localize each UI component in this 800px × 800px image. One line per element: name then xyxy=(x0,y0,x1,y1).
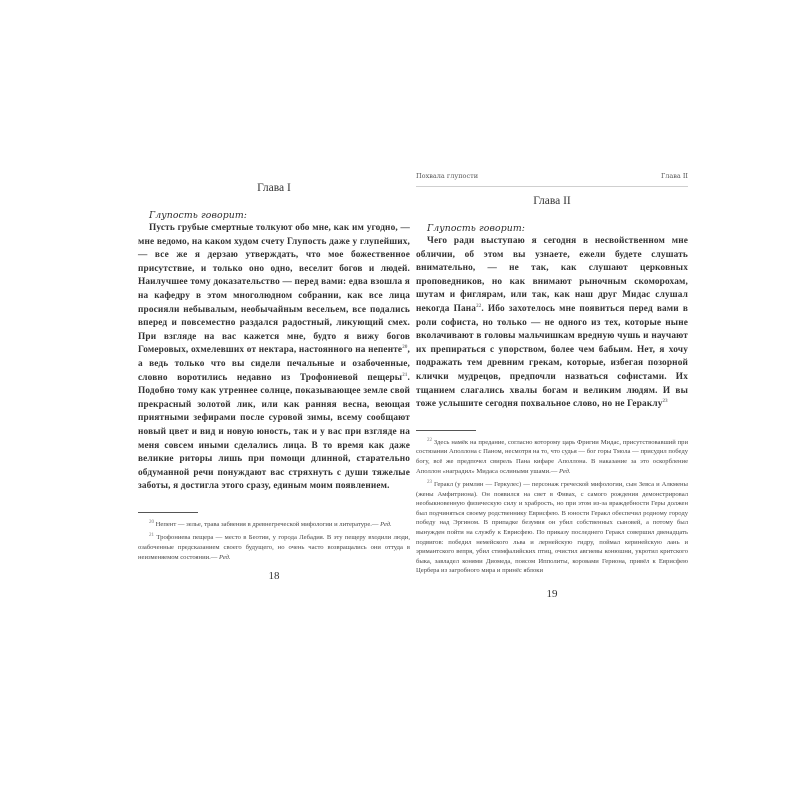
footnote-text: Трофониева пещера — место в Беотии, у города Лебадия. В эту пещеру входили люди, озабоченные предсказанием своего будущего, но очень часто возвращались они оттуда в неизменяемом состоянии.— xyxy=(138,534,410,561)
footnote-ref[interactable]: 23 xyxy=(662,399,668,405)
footnote-editor: Ред. xyxy=(559,467,571,475)
text-segment: . Подобно тому как утреннее солнце, показывающее земле свой прекрасный золотой лик, или как ранняя весна, веющая приятными зефирами после суровой зимы, всему сообщают новый цвет и вид и новую юность, так и у вас при взгляде на меня совсем иными сделались лица. В то время как даже великие риторы лишь при помощи длинной, старательно обдуманной речи понуждают вас стряхнуть с души тяжелые заботы, я достигла этого сразу, единым моим появлением. xyxy=(138,372,410,492)
running-head-chapter: Глава II xyxy=(660,172,688,180)
page-number: 18 xyxy=(268,570,280,583)
speaker-line: Глупость говорит: xyxy=(149,210,247,221)
footnote-ref[interactable]: 20 xyxy=(402,345,408,351)
chapter-title: Глава I xyxy=(257,182,291,194)
footnote-text: Непент — зелье, трава забвения в древнегреческой мифологии и литературе.— xyxy=(155,520,381,528)
footnote-text: Здесь намёк на предание, согласно которому царь Фригии Мидас, присутствовавший при состязании Аполлона с Паном, несмотря на то, что судья — бог горы Тмола — присудил победу богу, всё же предпочел свирель Пана кифаре Аполлона. В наказание за это оскорбление Аполлон «наградил» Мидаса ослиными ушами.— xyxy=(416,438,688,475)
right-page xyxy=(416,160,688,600)
running-head xyxy=(416,172,688,187)
text-segment: . Ибо захотелось мне появиться перед вами в роли софиста, но только — не одного из тех, которые ныне вколачивают в головы мальчишкам вредную чушь и научают их препираться с упорством, более чем бабьим. Нет, я хочу подражать тем древним грекам, которые, избегая позорной клички мудрецов, предпочли назваться софистами. Их тщанием слагались хвалы богам и великим людям. И вы тоже услышите сегодня похвальное слово, но не Гераклу xyxy=(416,303,689,410)
footnote xyxy=(138,520,410,530)
body-paragraph xyxy=(416,235,688,412)
footnote-editor: Ред. xyxy=(219,553,231,561)
body-paragraph xyxy=(138,222,410,494)
footnote-number: 23 xyxy=(427,479,432,485)
footnote-number: 21 xyxy=(149,533,154,539)
footnote-number: 22 xyxy=(427,437,432,443)
footnote-divider xyxy=(138,512,198,513)
footnote-ref[interactable]: 21 xyxy=(402,372,408,378)
footnote xyxy=(416,438,688,476)
footnote xyxy=(416,480,688,576)
left-page xyxy=(138,160,410,582)
footnote-ref[interactable]: 22 xyxy=(476,303,482,309)
footnote-number: 20 xyxy=(149,519,154,525)
page-number: 19 xyxy=(546,588,558,601)
footnote-text: Геракл (у римлян — Геркулес) — персонаж греческой мифологии, сын Зевса и Алкмены (жены Амфитриона). Он появился на свет в Фивах, с самого рождения демонстрировал необыкновенную физическую силу и храбрость, но при этом из-за враждебности Геры должен был подчиняться своему родственнику Еврисфею. В юности Геракл обеспечил родному городу победу над Эргином. В припадке безумия он убил собственных сыновей, а потому был вынужден пойти на службу к Еврисфею. По приказу последнего Геракл совершил двенадцать подвигов: победил немейского льва и лернейскую гидру, поймал керинейскую лань и эримантского вепря, убил стимфалийских птиц, очистил авгиевы конюшни, укротил критского быка, завладел конями Диомеда, поясом Ипполиты, коровами Гериона, привёл к Еврисфею Цербера из загробного мира и принёс яблоки xyxy=(416,481,688,575)
footnote-editor: Ред. xyxy=(380,520,392,528)
text-segment: , а ведь только что вы сидели печальные и озабоченные, словно воротились недавно из Трофониевой пещеры xyxy=(138,345,410,383)
chapter-title: Глава II xyxy=(533,195,571,207)
text-segment: Пусть грубые смертные толкуют обо мне, как им угодно, — мне ведомо, на каком худом счету Глупость даже у глупейших, — все же я дерзаю утверждать, что мое божественное присутствие, и только оно одно, веселит богов и людей. Наилучшее тому доказательство — перед вами: едва взошла я на кафедру в этом многолюдном собрании, как все лица просияли небывалым, необычайным весельем, все подались вперед и повсеместно раздался радостный, ликующий смех. При взгляде на вас кажется мне, будто я вижу богов Гомеровых, охмелевших от нектара, настоянного на непенте xyxy=(138,223,410,356)
footnote xyxy=(138,533,410,562)
footnote-divider xyxy=(416,430,476,431)
speaker-line: Глупость говорит: xyxy=(427,223,525,234)
text-segment: Чего ради выступаю я сегодня в несвойственном мне обличии, об этом вы узнаете, ежели будете слушать внимательно, — не так, как слушают церковных проповедников, но как внимают рыночным скоморохам, шутам и фиглярам, или так, как наш друг Мидас слушал некогда Пана xyxy=(416,236,688,314)
running-head-book-title: Похвала глупости xyxy=(416,172,479,180)
